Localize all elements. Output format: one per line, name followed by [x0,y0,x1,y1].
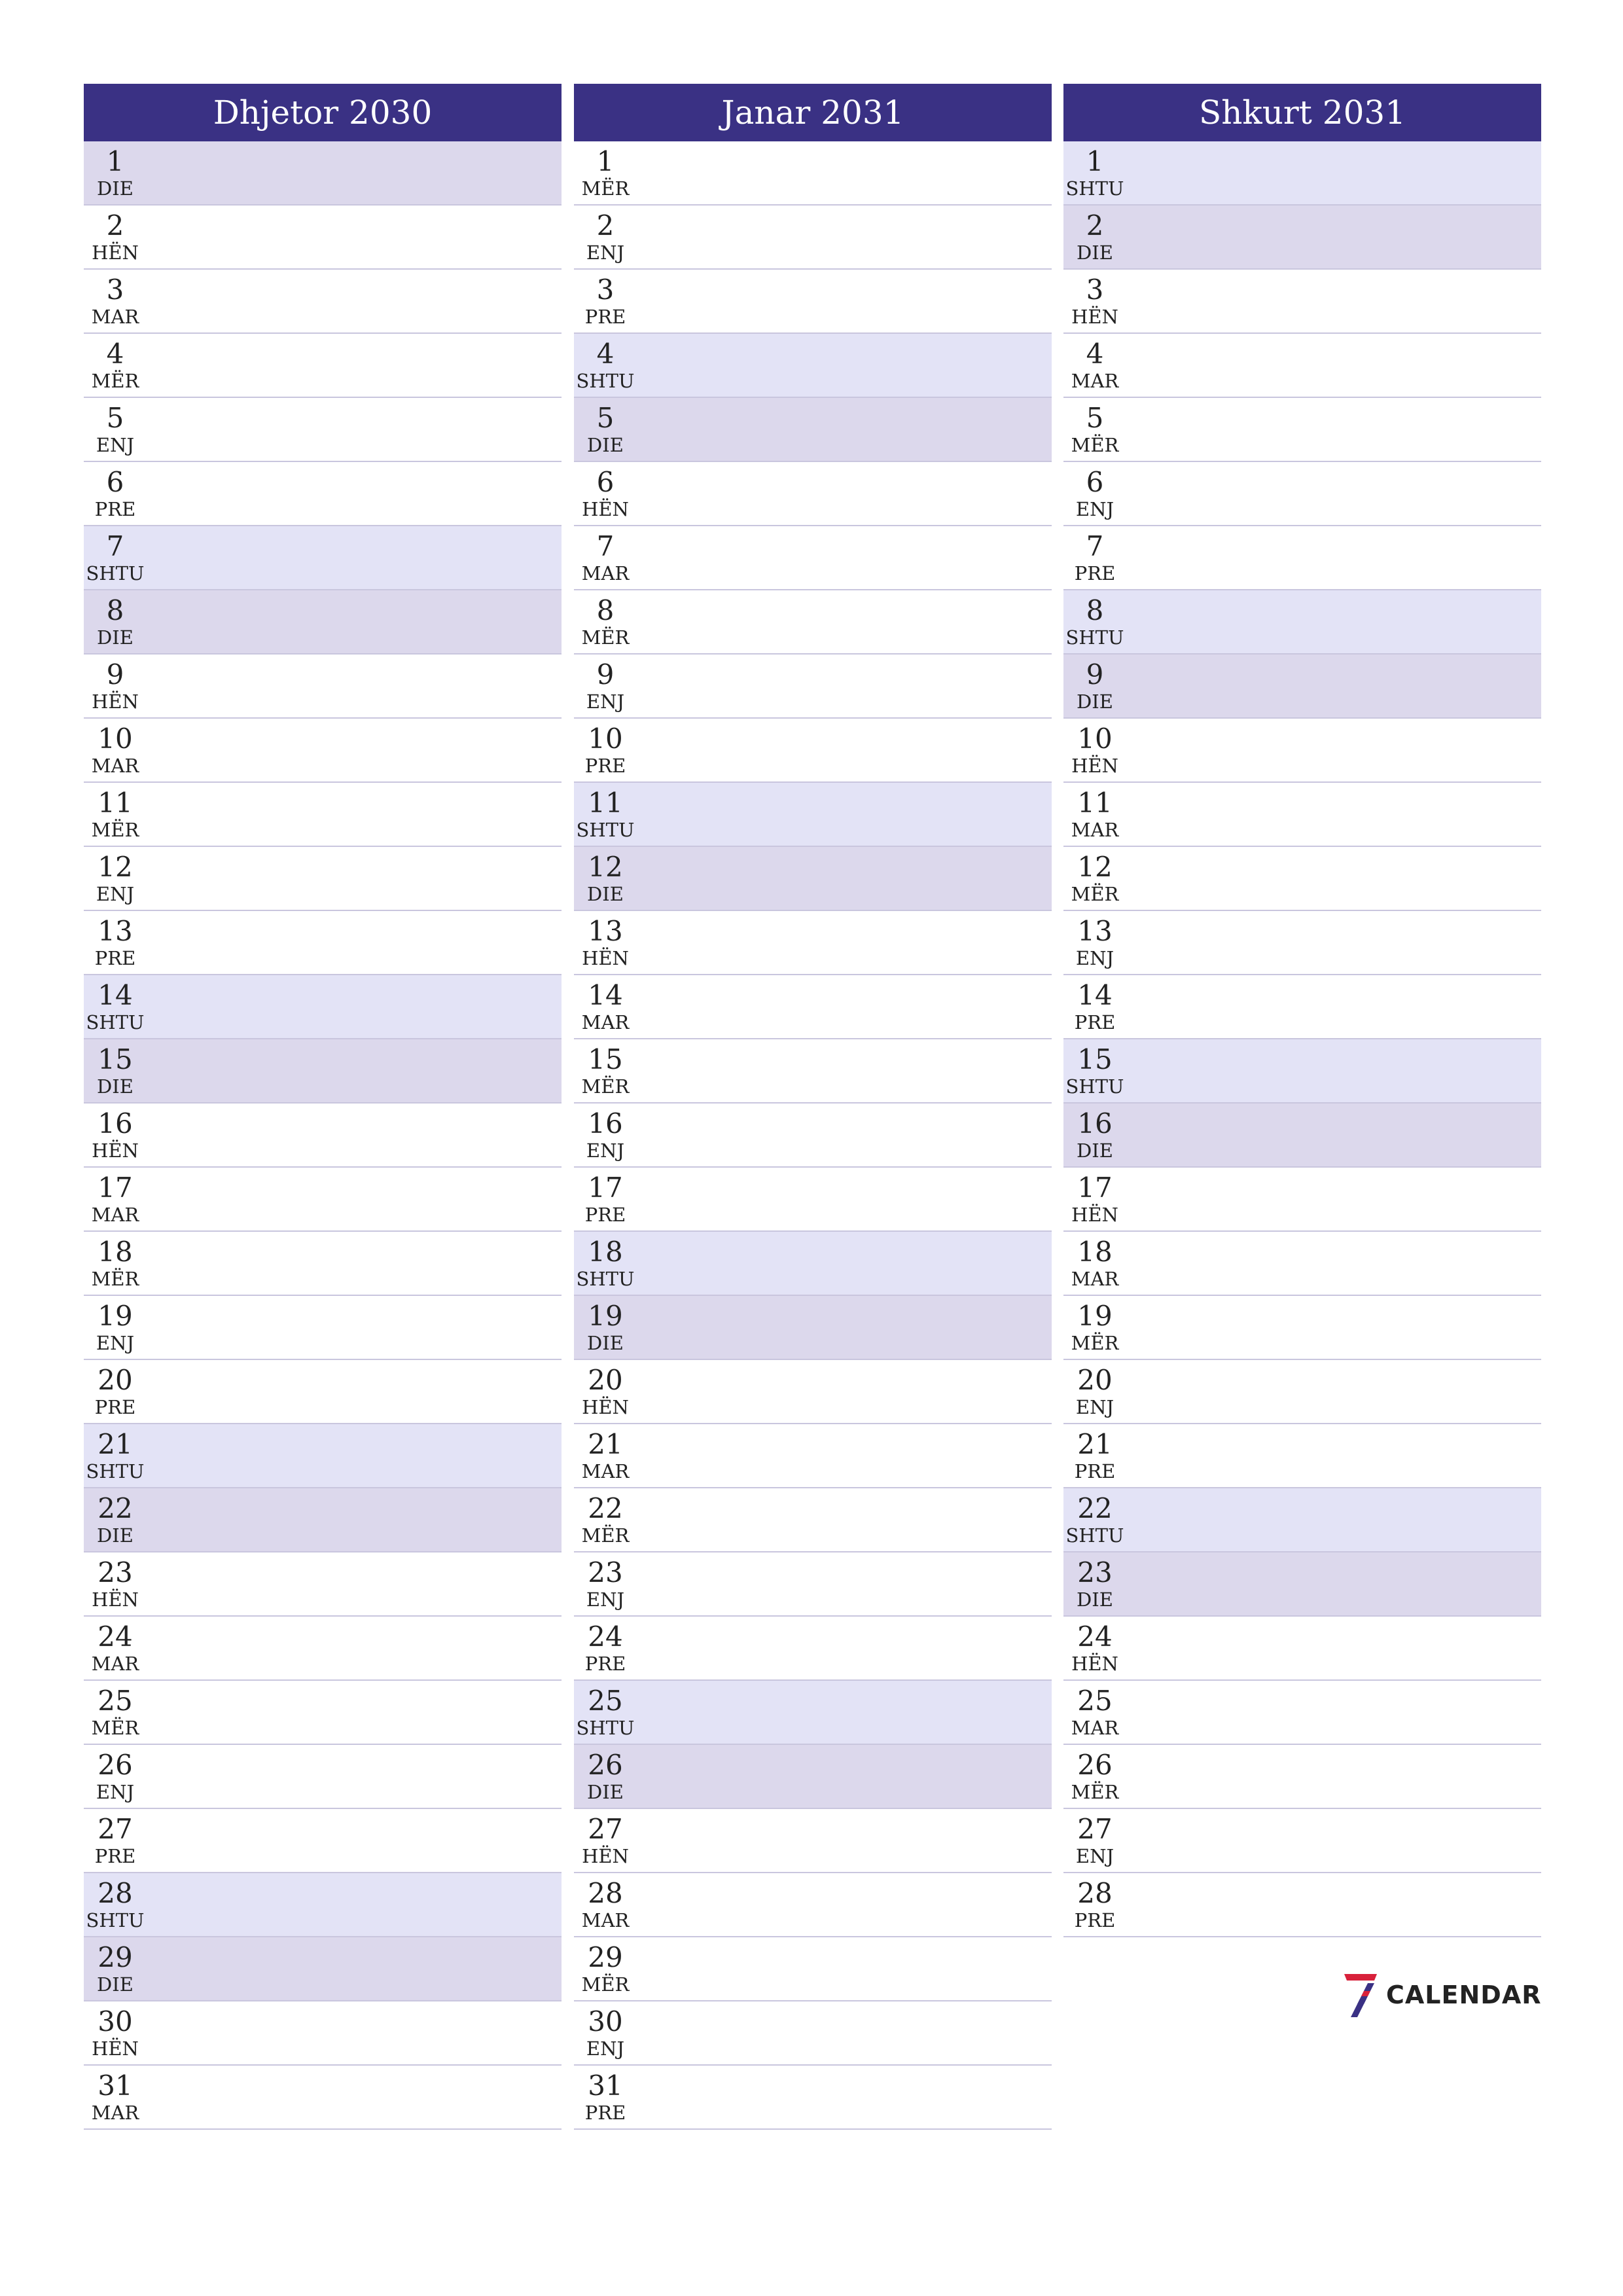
weekday-label: DIE [1077,242,1113,264]
weekday-label: ENJ [1075,1396,1115,1418]
day-number: 24 [588,1621,623,1653]
day-row [1063,590,1541,655]
day-number: 1 [1086,145,1104,177]
weekday-label: MËR [581,177,630,200]
day-number: 24 [1077,1621,1113,1653]
weekday-label: PRE [1074,1909,1116,1931]
day-row [574,1681,1052,1745]
day-row [574,1552,1052,1617]
weekday-label: SHTU [1065,177,1124,200]
day-row [84,462,562,526]
weekday-label: MËR [91,819,139,841]
weekday-label: DIE [587,883,624,905]
day-row [1063,975,1541,1039]
day-row [84,1681,562,1745]
day-row [1063,719,1541,783]
weekday-label: ENJ [1075,947,1115,969]
day-number: 20 [98,1364,133,1396]
weekday-label: DIE [97,1973,134,1996]
weekday-label: HËN [92,2037,139,2060]
day-number: 17 [98,1172,133,1204]
day-row [84,1360,562,1424]
day-row [1063,1873,1541,1937]
day-number: 23 [1077,1556,1113,1588]
day-number: 20 [1077,1364,1113,1396]
weekday-label: MËR [1071,1332,1119,1354]
day-number: 29 [588,1941,623,1973]
weekday-label: DIE [587,1781,624,1803]
day-row [1063,526,1541,590]
day-number: 2 [1086,209,1104,242]
weekday-label: DIE [97,177,134,200]
day-row [574,270,1052,334]
day-row [574,334,1052,398]
day-row [1063,206,1541,270]
day-number: 22 [588,1492,623,1524]
day-number: 7 [596,530,615,562]
day-number: 28 [98,1877,133,1909]
weekday-label: PRE [584,1204,626,1226]
weekday-label: MAR [581,1460,630,1482]
day-row [574,1488,1052,1552]
day-number: 25 [588,1685,623,1717]
day-number: 13 [1077,915,1113,947]
day-number: 26 [588,1749,623,1781]
day-number: 16 [1077,1107,1113,1139]
weekday-label: ENJ [586,691,625,713]
day-row [84,1488,562,1552]
weekday-label: HËN [1071,306,1118,328]
day-row [574,526,1052,590]
day-row [574,1232,1052,1296]
day-row [574,847,1052,911]
day-number: 8 [1086,594,1104,626]
day-row [84,270,562,334]
day-row [1063,1168,1541,1232]
day-number: 13 [98,915,133,947]
day-number: 25 [1077,1685,1113,1717]
day-number: 28 [588,1877,623,1909]
day-number: 4 [106,338,124,370]
day-number: 18 [588,1236,623,1268]
weekday-label: ENJ [96,434,135,456]
weekday-label: DIE [587,434,624,456]
day-number: 2 [106,209,124,242]
day-row [84,1232,562,1296]
day-number: 18 [1077,1236,1113,1268]
day-row [574,719,1052,783]
weekday-label: HËN [1071,1204,1118,1226]
day-number: 9 [596,658,615,691]
weekday-label: DIE [97,626,134,649]
day-number: 3 [1086,274,1104,306]
brand-logo [1342,1971,1541,2018]
day-number: 10 [98,723,133,755]
weekday-label: PRE [584,755,626,777]
day-number: 11 [1077,787,1113,819]
weekday-label: MAR [91,2102,139,2124]
day-row [574,655,1052,719]
day-row [84,783,562,847]
day-row [84,719,562,783]
day-row [84,141,562,206]
weekday-label: SHTU [1065,1075,1124,1098]
day-number: 29 [98,1941,133,1973]
weekday-label: MAR [1071,370,1119,392]
weekday-label: ENJ [586,242,625,264]
weekday-label: DIE [97,1524,134,1547]
day-number: 31 [98,2070,133,2102]
day-number: 4 [1086,338,1104,370]
weekday-label: MAR [1071,1717,1119,1739]
day-row [574,1168,1052,1232]
weekday-label: PRE [584,2102,626,2124]
day-number: 16 [588,1107,623,1139]
day-row [1063,1103,1541,1168]
weekday-label: HËN [582,947,629,969]
day-row [84,911,562,975]
weekday-label: PRE [94,947,136,969]
day-row [574,1296,1052,1360]
day-row [574,1103,1052,1168]
day-row [1063,911,1541,975]
day-number: 12 [1077,851,1113,883]
day-number: 14 [588,979,623,1011]
month-column [84,84,562,2130]
day-number: 27 [1077,1813,1113,1845]
day-row [84,1745,562,1809]
day-row [84,526,562,590]
day-row [84,975,562,1039]
weekday-label: MAR [1071,1268,1119,1290]
weekday-label: ENJ [96,1781,135,1803]
weekday-label: DIE [97,1075,134,1098]
weekday-label: SHTU [86,1460,145,1482]
day-number: 9 [1086,658,1104,691]
day-number: 25 [98,1685,133,1717]
day-number: 20 [588,1364,623,1396]
weekday-label: HËN [92,242,139,264]
day-row [84,1552,562,1617]
day-row [84,655,562,719]
day-number: 26 [1077,1749,1113,1781]
weekday-label: DIE [1077,1588,1113,1611]
day-number: 10 [588,723,623,755]
day-row [1063,1681,1541,1745]
day-row [574,398,1052,462]
weekday-label: SHTU [576,1268,635,1290]
day-row [1063,1360,1541,1424]
weekday-label: SHTU [1065,626,1124,649]
day-row [84,1873,562,1937]
day-number: 6 [596,466,615,498]
weekday-label: HËN [1071,755,1118,777]
weekday-label: SHTU [576,370,635,392]
day-row [1063,1552,1541,1617]
weekday-label: MAR [1071,819,1119,841]
weekday-label: MAR [91,1653,139,1675]
day-number: 7 [106,530,124,562]
weekday-label: HËN [92,1139,139,1162]
day-number: 26 [98,1749,133,1781]
weekday-label: MAR [581,1011,630,1033]
weekday-label: HËN [582,1396,629,1418]
weekday-label: PRE [584,306,626,328]
day-row [574,2066,1052,2130]
day-number: 22 [98,1492,133,1524]
day-row [1063,398,1541,462]
day-row [574,1617,1052,1681]
weekday-label: PRE [94,1396,136,1418]
day-row [574,141,1052,206]
weekday-label: SHTU [86,1011,145,1033]
day-row [84,1039,562,1103]
day-row [84,1424,562,1488]
day-row [574,1873,1052,1937]
day-row [84,1617,562,1681]
day-row [84,334,562,398]
day-number: 23 [588,1556,623,1588]
weekday-label: SHTU [86,1909,145,1931]
day-number: 15 [588,1043,623,1075]
weekday-label: HËN [582,498,629,520]
day-number: 11 [98,787,133,819]
day-number: 9 [106,658,124,691]
weekday-label: ENJ [96,1332,135,1354]
day-number: 19 [588,1300,623,1332]
day-row [84,2066,562,2130]
day-row [574,911,1052,975]
day-row [1063,1809,1541,1873]
day-number: 14 [1077,979,1113,1011]
day-number: 23 [98,1556,133,1588]
weekday-label: MAR [581,562,630,584]
month-column [1063,84,1541,1937]
day-row [1063,1745,1541,1809]
weekday-label: MËR [91,370,139,392]
day-number: 30 [588,2005,623,2037]
weekday-label: PRE [94,1845,136,1867]
weekday-label: DIE [1077,691,1113,713]
weekday-label: MAR [91,1204,139,1226]
weekday-label: PRE [1074,562,1116,584]
day-number: 1 [106,145,124,177]
day-row [574,206,1052,270]
day-row [1063,783,1541,847]
weekday-label: HËN [92,1588,139,1611]
day-number: 4 [596,338,615,370]
day-row [574,1424,1052,1488]
day-number: 5 [1086,402,1104,434]
day-number: 13 [588,915,623,947]
weekday-label: PRE [584,1653,626,1675]
day-row [84,1168,562,1232]
day-row [574,783,1052,847]
day-number: 28 [1077,1877,1113,1909]
day-row [1063,1039,1541,1103]
weekday-label: MËR [91,1717,139,1739]
day-number: 24 [98,1621,133,1653]
weekday-label: DIE [1077,1139,1113,1162]
day-number: 27 [98,1813,133,1845]
weekday-label: PRE [1074,1011,1116,1033]
day-number: 15 [98,1043,133,1075]
day-number: 7 [1086,530,1104,562]
day-number: 2 [596,209,615,242]
day-row [84,1937,562,2001]
day-number: 8 [106,594,124,626]
day-row [84,1809,562,1873]
weekday-label: SHTU [576,819,635,841]
day-row [574,2001,1052,2066]
day-row [84,1296,562,1360]
day-number: 21 [1077,1428,1113,1460]
day-number: 8 [596,594,615,626]
month-title: Janar 2031 [574,84,1052,141]
weekday-label: MËR [1071,434,1119,456]
day-row [1063,1617,1541,1681]
day-row [1063,655,1541,719]
day-number: 22 [1077,1492,1113,1524]
day-number: 14 [98,979,133,1011]
day-number: 31 [588,2070,623,2102]
day-number: 17 [1077,1172,1113,1204]
day-row [1063,270,1541,334]
day-row [574,462,1052,526]
day-row [1063,1424,1541,1488]
logo-text: CALENDAR [1386,1981,1542,2009]
day-number: 3 [596,274,615,306]
weekday-label: ENJ [1075,1845,1115,1867]
weekday-label: ENJ [586,2037,625,2060]
weekday-label: MËR [1071,1781,1119,1803]
day-row [84,2001,562,2066]
day-number: 21 [98,1428,133,1460]
month-title: Shkurt 2031 [1063,84,1541,141]
weekday-label: ENJ [96,883,135,905]
weekday-label: ENJ [586,1588,625,1611]
weekday-label: MAR [91,755,139,777]
day-number: 30 [98,2005,133,2037]
weekday-label: HËN [582,1845,629,1867]
day-row [1063,1232,1541,1296]
day-row [84,206,562,270]
day-number: 16 [98,1107,133,1139]
weekday-label: MËR [581,1075,630,1098]
day-number: 5 [596,402,615,434]
month-title: Dhjetor 2030 [84,84,562,141]
day-row [1063,1488,1541,1552]
weekday-label: HËN [92,691,139,713]
weekday-label: PRE [1074,1460,1116,1482]
day-number: 1 [596,145,615,177]
weekday-label: HËN [1071,1653,1118,1675]
weekday-label: MËR [581,626,630,649]
weekday-label: ENJ [586,1139,625,1162]
weekday-label: SHTU [576,1717,635,1739]
day-number: 21 [588,1428,623,1460]
day-number: 12 [588,851,623,883]
day-row [574,1809,1052,1873]
day-row [1063,141,1541,206]
day-row [574,1360,1052,1424]
day-number: 17 [588,1172,623,1204]
day-row [574,1745,1052,1809]
day-row [84,398,562,462]
day-row [574,1937,1052,2001]
day-number: 10 [1077,723,1113,755]
weekday-label: DIE [587,1332,624,1354]
day-row [84,847,562,911]
day-number: 11 [588,787,623,819]
weekday-label: SHTU [1065,1524,1124,1547]
day-number: 27 [588,1813,623,1845]
day-number: 6 [1086,466,1104,498]
weekday-label: MAR [91,306,139,328]
weekday-label: PRE [94,498,136,520]
day-row [1063,334,1541,398]
weekday-label: MËR [581,1973,630,1996]
weekday-label: MËR [581,1524,630,1547]
weekday-label: MËR [91,1268,139,1290]
day-number: 5 [106,402,124,434]
month-column [574,84,1052,2130]
day-row [84,590,562,655]
weekday-label: MAR [581,1909,630,1931]
day-row [574,1039,1052,1103]
day-number: 6 [106,466,124,498]
day-row [1063,847,1541,911]
day-number: 19 [1077,1300,1113,1332]
day-row [84,1103,562,1168]
day-number: 3 [106,274,124,306]
weekday-label: MËR [1071,883,1119,905]
day-number: 12 [98,851,133,883]
day-number: 18 [98,1236,133,1268]
day-number: 15 [1077,1043,1113,1075]
day-row [1063,462,1541,526]
seven-calendar-logo-icon [1342,1971,1380,2018]
weekday-label: SHTU [86,562,145,584]
day-number: 19 [98,1300,133,1332]
day-row [1063,1296,1541,1360]
day-row [574,590,1052,655]
day-row [574,975,1052,1039]
weekday-label: ENJ [1075,498,1115,520]
